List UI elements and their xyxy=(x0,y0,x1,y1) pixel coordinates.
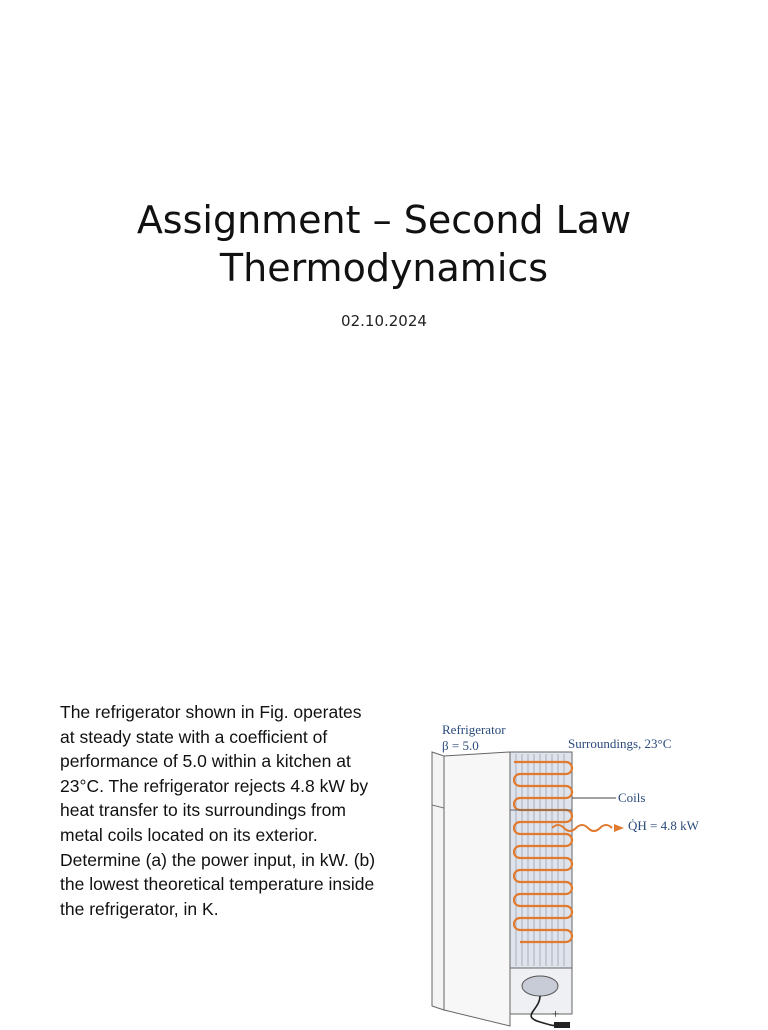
label-beta: β = 5.0 xyxy=(442,738,479,753)
refrigerator-figure xyxy=(410,710,740,1030)
plug xyxy=(554,1022,570,1028)
title-line-1: Assignment – Second Law xyxy=(136,198,632,242)
compressor xyxy=(522,976,558,996)
label-refrigerator: Refrigerator xyxy=(442,722,506,737)
label-plus: + xyxy=(552,1006,560,1021)
fridge-side xyxy=(444,752,510,1026)
problem-slide xyxy=(0,660,768,1024)
label-surroundings: Surroundings, 23°C xyxy=(568,736,672,751)
heat-arrow-head xyxy=(614,824,624,832)
fridge-door-edge xyxy=(432,752,444,1010)
slide-title xyxy=(0,196,768,292)
title-line-2: Thermodynamics xyxy=(219,246,549,290)
slide-date: 02.10.2024 xyxy=(341,312,427,330)
problem-text: The refrigerator shown in Fig. operates at steady state with a coefficient of performance of 5.0 within a kitchen at 23°C. The refrigerator rejects 4.8 kW by heat transfer to its surroundings from metal coils located on its exterior. Determine (a) the power input, in kW. (b) the lowest theoretical temperature inside the refrigerator, in K. xyxy=(60,702,376,919)
fridge-back-panel xyxy=(510,752,572,968)
label-coils: Coils xyxy=(618,790,646,805)
refrigerator-illustration xyxy=(410,710,740,1030)
label-heat-rate: Q̇H = 4.8 kW xyxy=(628,818,699,833)
